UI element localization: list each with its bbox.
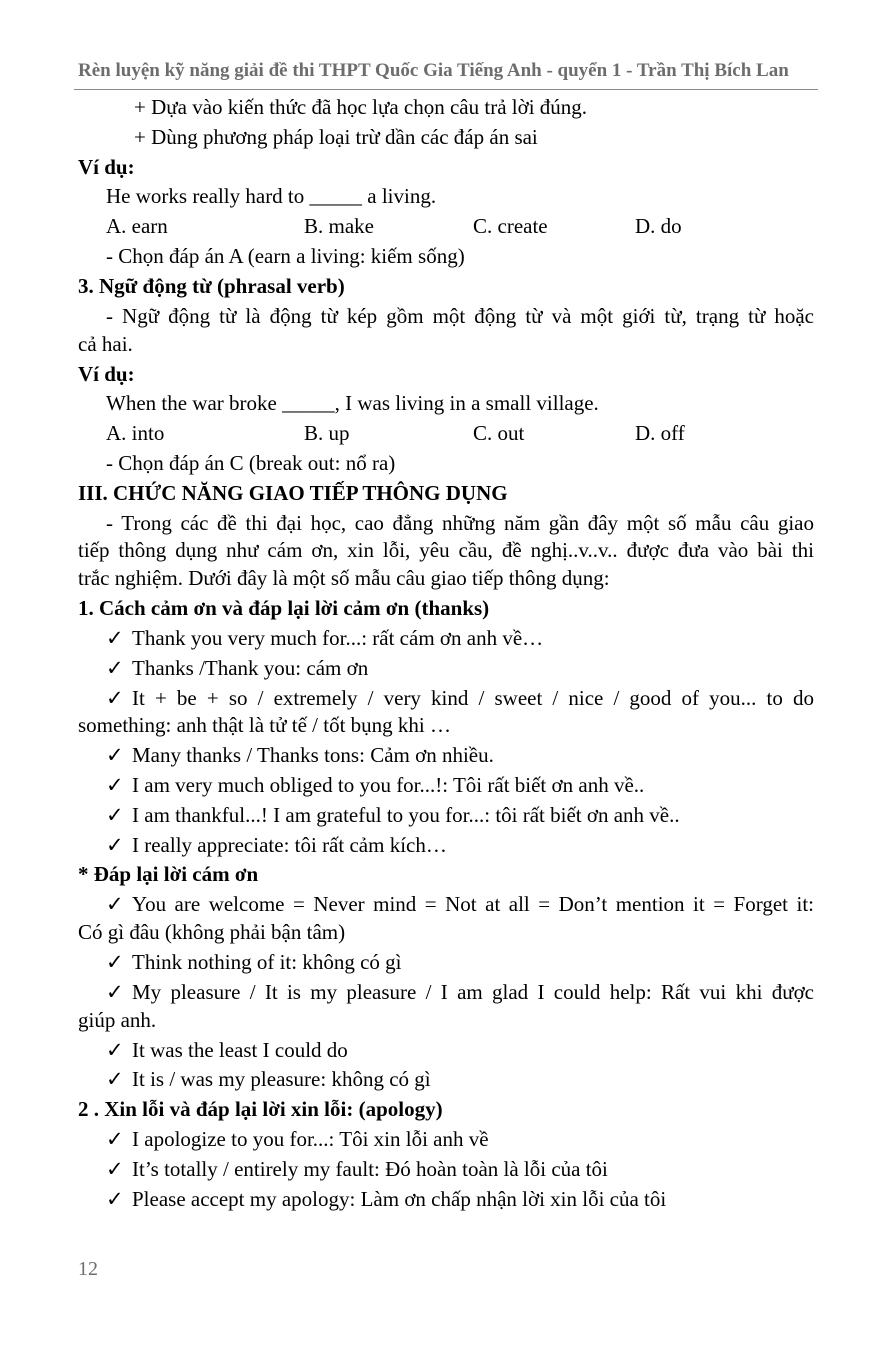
running-header: Rèn luyện kỹ năng giải đề thi THPT Quốc Gia Tiếng Anh - quyển 1 - Trần Thị Bích Lan xyxy=(78,60,789,81)
reply-item: ✓ It is / was my pleasure: không có gì xyxy=(106,1067,431,1091)
thanks-item: ✓ I am very much obliged to you for...!: Tôi rất biết ơn anh về.. xyxy=(106,773,645,797)
bullet-plus-2: + Dùng phương pháp loại trừ dần các đáp án sai xyxy=(134,125,538,149)
check-icon: ✓ xyxy=(106,773,124,797)
example-label-2: Ví dụ: xyxy=(78,362,135,386)
check-icon: ✓ xyxy=(106,1187,124,1211)
section-3-definition-line-2: cả hai. xyxy=(78,332,133,356)
header-divider xyxy=(74,89,818,90)
check-icon: ✓ xyxy=(106,1067,124,1091)
reply-item-continuation: Có gì đâu (không phải bận tâm) xyxy=(78,920,346,944)
example-1-answer: - Chọn đáp án A (earn a living: kiếm sống) xyxy=(106,244,465,268)
check-icon: ✓ xyxy=(106,980,124,1004)
section-3-definition-line-1: - Ngữ động từ là động từ kép gồm một động từ và một giới từ, trạng từ hoặc xyxy=(106,304,814,328)
thanks-item: ✓ Many thanks / Thanks tons: Cảm ơn nhiều. xyxy=(106,743,494,767)
check-icon: ✓ xyxy=(106,950,124,974)
reply-item: ✓ You are welcome = Never mind = Not at all = Don’t mention it = Forget it: xyxy=(106,892,814,916)
thanks-item: ✓ It + be + so / extremely / very kind / sweet / nice / good of you... to do xyxy=(106,686,814,710)
example-2-option-a: A. into xyxy=(106,421,165,445)
thanks-heading: 1. Cách cảm ơn và đáp lại lời cảm ơn (thanks) xyxy=(78,596,490,620)
section-iii-heading: III. CHỨC NĂNG GIAO TIẾP THÔNG DỤNG xyxy=(78,481,508,505)
thanks-item: ✓ I am thankful...! I am grateful to you for...: tôi rất biết ơn anh về.. xyxy=(106,803,680,827)
check-icon: ✓ xyxy=(106,1038,124,1062)
thanks-item-continuation: something: anh thật là tử tế / tốt bụng khi … xyxy=(78,713,452,737)
example-label-1: Ví dụ: xyxy=(78,155,135,179)
thanks-item: ✓ I really appreciate: tôi rất cảm kích… xyxy=(106,833,447,857)
bullet-plus-1: + Dựa vào kiến thức đã học lựa chọn câu trả lời đúng. xyxy=(134,95,588,119)
section-3-heading: 3. Ngữ động từ (phrasal verb) xyxy=(78,274,345,298)
thanks-item: ✓ Thanks /Thank you: cám ơn xyxy=(106,656,369,680)
reply-heading: * Đáp lại lời cám ơn xyxy=(78,862,259,886)
apology-item: ✓ It’s totally / entirely my fault: Đó hoàn toàn là lỗi của tôi xyxy=(106,1157,608,1181)
page-number: 12 xyxy=(78,1258,98,1280)
reply-item: ✓ It was the least I could do xyxy=(106,1038,348,1062)
example-1-option-c: C. create xyxy=(473,214,548,238)
intro-line-2: tiếp thông dụng như cám ơn, xin lỗi, yêu cầu, đề nghị..v..v.. được đưa vào bài thi xyxy=(78,538,814,562)
example-2-option-b: B. up xyxy=(304,421,350,445)
apology-item: ✓ I apologize to you for...: Tôi xin lỗi anh về xyxy=(106,1127,489,1151)
thanks-item: ✓ Thank you very much for...: rất cám ơn anh về… xyxy=(106,626,544,650)
check-icon: ✓ xyxy=(106,656,124,680)
apology-heading: 2 . Xin lỗi và đáp lại lời xin lỗi: (apology) xyxy=(78,1097,443,1121)
check-icon: ✓ xyxy=(106,743,124,767)
example-2-question: When the war broke _____, I was living in a small village. xyxy=(106,391,599,415)
example-1-option-b: B. make xyxy=(304,214,374,238)
reply-item: ✓ Think nothing of it: không có gì xyxy=(106,950,402,974)
intro-line-3: trắc nghiệm. Dưới đây là một số mẫu câu giao tiếp thông dụng: xyxy=(78,566,610,590)
example-2-option-d: D. off xyxy=(635,421,685,445)
check-icon: ✓ xyxy=(106,626,124,650)
example-1-question: He works really hard to _____ a living. xyxy=(106,184,437,208)
reply-item-continuation: giúp anh. xyxy=(78,1008,157,1032)
check-icon: ✓ xyxy=(106,1157,124,1181)
check-icon: ✓ xyxy=(106,892,124,916)
check-icon: ✓ xyxy=(106,803,124,827)
check-icon: ✓ xyxy=(106,833,124,857)
check-icon: ✓ xyxy=(106,1127,124,1151)
apology-item: ✓ Please accept my apology: Làm ơn chấp nhận lời xin lỗi của tôi xyxy=(106,1187,667,1211)
example-2-answer: - Chọn đáp án C (break out: nổ ra) xyxy=(106,451,396,475)
reply-item: ✓ My pleasure / It is my pleasure / I am glad I could help: Rất vui khi được xyxy=(106,980,814,1004)
example-1-option-a: A. earn xyxy=(106,214,168,238)
example-1-option-d: D. do xyxy=(635,214,682,238)
check-icon: ✓ xyxy=(106,686,124,710)
example-2-option-c: C. out xyxy=(473,421,525,445)
intro-line-1: - Trong các đề thi đại học, cao đẳng những năm gần đây một số mẫu câu giao xyxy=(106,511,814,535)
